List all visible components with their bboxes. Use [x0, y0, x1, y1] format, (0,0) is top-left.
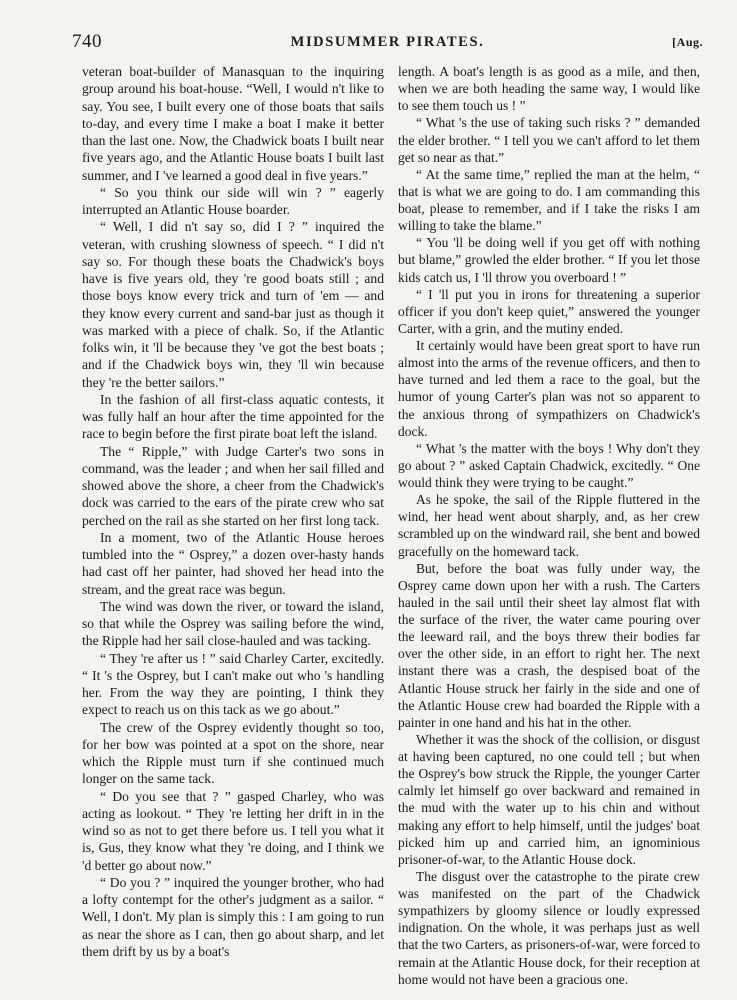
paragraph: It certainly would have been great sport to have run almost into the arms of the revenue officers, and then to have turned and led them a race to the goal, but the humor of young Carter's plan was not so apparent to the anxious throng of sympathizers on Chadwick's dock.	[398, 338, 700, 439]
paragraph: Whether it was the shock of the collision, or disgust at having been captured, no one could tell ; but when the Osprey's bow struck the Ripple, the younger Carter calmly let himself go over backward and remained in the mud with the water up to his chin and without making any effort to help himself, until the judges' boat picked him up and carried him, an ignominious prisoner-of-war, to the Atlantic House dock.	[398, 731, 700, 867]
paragraph: “ Do you see that ? ” gasped Charley, who was acting as lookout. “ They 're letting her drift in in the wind so as not to get there before us. I tell you what it is, Gus, they know what they 're doing, and I think we 'd better go about now.”	[82, 788, 384, 873]
paragraph: length. A boat's length is as good as a mile, and then, when we are both heading the same way, I would like to see them touch us ! ”	[398, 64, 700, 114]
paragraph: “ They 're after us ! ” said Charley Carter, excitedly. “ It 's the Osprey, but I can't make out who 's handling her. From the way they are pointing, I think they expect to reach us on this tack as we go about.”	[82, 650, 384, 718]
paragraph: The “ Ripple,” with Judge Carter's two sons in command, was the leader ; and when her sail filled and showed above the shore, a cheer from the Chadwick's dock was carried to the ears of the pirate crew who sat perched on the rail as she started on her first long tack.	[82, 443, 384, 528]
left-column	[82, 63, 384, 960]
page-number: 740	[72, 31, 102, 52]
page-header	[72, 31, 703, 53]
paragraph: “ What 's the matter with the boys ! Why don't they go about ? ” asked Captain Chadwick, excitedly. “ One would think they were trying to be caught.”	[398, 440, 700, 490]
paragraph: In the fashion of all first-class aquatic contests, it was fully half an hour after the time appointed for the race to begin before the first pirate boat left the island.	[82, 391, 384, 442]
paragraph: veteran boat-builder of Manasquan to the inquiring group around his boat-house. “Well, I would n't like to say. You see, I built every one of those boats that sails to-day, and every time I make a boat I make it better than the last one. Now, the Chadwick boats I built near five years ago, and the Atlantic House boats I built last summer, and I 've learned a good deal in five years.”	[82, 64, 384, 183]
paragraph: In a moment, two of the Atlantic House heroes tumbled into the “ Osprey,” a dozen over-hasty hands had cast off her painter, had shoved her head into the stream, and the great race was begun.	[82, 529, 384, 597]
paragraph: “ Do you ? ” inquired the younger brother, who had a lofty contempt for the other's judgment as a sailor. “ Well, I don't. My plan is simply this : I am going to run as near the shore as I can, then go about sharp, and let them drift by us by a boat's	[82, 874, 384, 959]
right-column	[398, 63, 700, 988]
paragraph: “ I 'll put you in irons for threatening a superior officer if you don't keep quiet,” answered the younger Carter, with a grin, and the mutiny ended.	[398, 286, 700, 336]
paragraph: But, before the boat was fully under way, the Osprey came down upon her with a rush. The Carters hauled in the sail until their sheet lay almost flat with the surface of the river, the water came pouring over the leeward rail, and the boys threw their bodies far over the other side, in an effort to right her. The next instant there was a crash, the despised boat of the Atlantic House struck her fairly in the side and one of the Atlantic House crew had boarded the Ripple with a painter in one hand and his hat in the other.	[398, 560, 700, 730]
paragraph: “ You 'll be doing well if you get off with nothing but blame,” growled the elder brother. “ If you let those kids catch us, I 'll throw you overboard ! ”	[398, 235, 700, 285]
paragraph: “ Well, I did n't say so, did I ? ” inquired the veteran, with crushing slowness of speech. “ I did n't say so. For though these boats the Chadwick's boys have is five years old, they 're good boats still ; and those boys know every trick and turn of 'em — and they know every current and sand-bar just as though it was marked with a piece of chalk. So, if the Atlantic folks win, it 'll be because they 've got the best boats ; and if the Chadwick boys win, they 'll win because they 're the better sailors.”	[82, 219, 384, 390]
paragraph: “ So you think our side will win ? ” eagerly interrupted an Atlantic House boarder.	[82, 184, 384, 217]
running-title: MIDSUMMER PIRATES.	[290, 34, 485, 50]
paragraph: As he spoke, the sail of the Ripple fluttered in the wind, her head went about sharply, and, as her crew scrambled up on the windward rail, she bent and bowed gracefully on the homeward tack.	[398, 492, 700, 559]
paragraph: The crew of the Osprey evidently thought so too, for her bow was pointed at a spot on the shore, near which the Ripple must turn if she continued much longer on the same tack.	[82, 719, 384, 787]
paragraph: “ What 's the use of taking such risks ? ” demanded the elder brother. “ I tell you we can't afford to let them get so near as that.”	[398, 115, 700, 165]
paragraph: The disgust over the catastrophe to the pirate crew was manifested on the part of the Chadwick sympathizers by gloomy silence or loudly expressed indignation. On the whole, it was perhaps just as well that the two Carters, as prisoners-of-war, were forced to remain at the Atlantic House dock, for their reception at home would not have been a gracious one.	[398, 868, 700, 987]
issue-month: [Aug.	[672, 35, 703, 49]
paragraph: The wind was down the river, or toward the island, so that while the Osprey was sailing before the wind, the Ripple had her sail close-hauled and was tacking.	[82, 598, 384, 649]
paragraph: “ At the same time,” replied the man at the helm, “ that is what we are going to do. I am commanding this boat, please to remember, and if I take the risks I am willing to take the blame.”	[398, 166, 700, 234]
